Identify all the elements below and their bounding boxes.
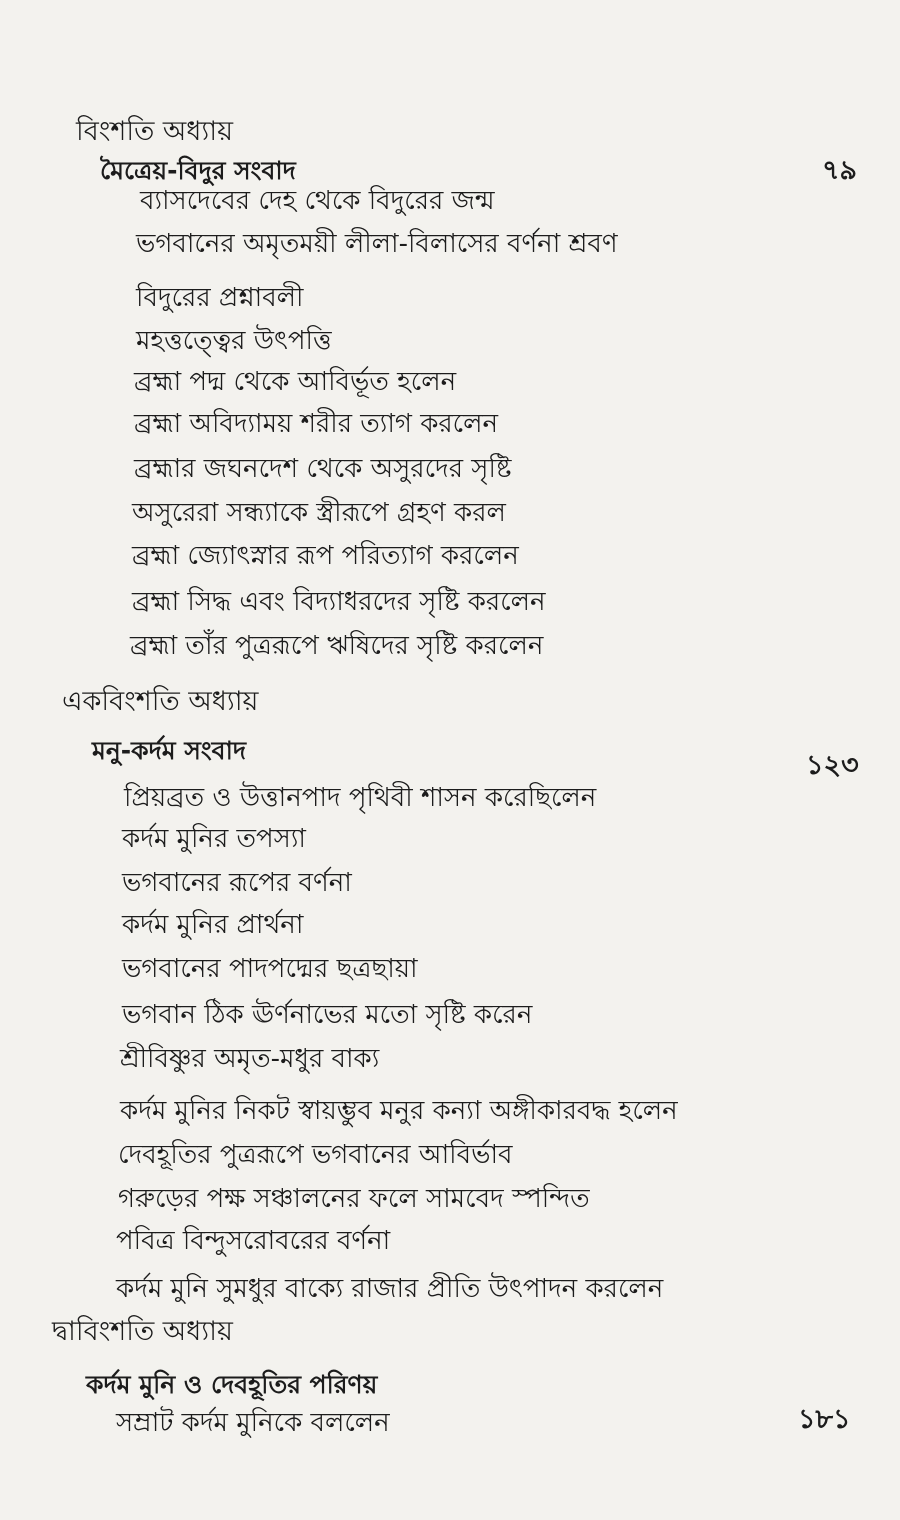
toc-entry: ব্যাসদেবের দেহ থেকে বিদুরের জন্ম	[140, 186, 495, 216]
toc-entry: কর্দম মুনির তপস্যা	[122, 824, 306, 854]
toc-entry: ব্রহ্মা জ্যোৎস্নার রূপ পরিত্যাগ করলেন	[132, 541, 519, 571]
toc-entry: কর্দম মুনির প্রার্থনা	[122, 910, 304, 940]
toc-entry: বিদুরের প্রশ্নাবলী	[136, 283, 304, 313]
toc-entry: ব্রহ্মার জঘনদেশ থেকে অসুরদের সৃষ্টি	[134, 454, 512, 484]
page-number: ১২৩	[806, 750, 859, 781]
section-title: মৈত্রেয়-বিদুর সংবাদ	[100, 156, 296, 185]
toc-entry: ভগবান ঠিক ঊর্ণনাভের মতো সৃষ্টি করেন	[122, 1000, 533, 1030]
toc-entry: প্রিয়ব্রত ও উত্তানপাদ পৃথিবী শাসন করেছিলেন	[124, 783, 597, 813]
toc-entry: ব্রহ্মা পদ্ম থেকে আবির্ভূত হলেন	[134, 367, 457, 397]
toc-entry: গরুড়ের পক্ষ সঞ্চালনের ফলে সামবেদ স্পন্দিত	[118, 1184, 590, 1214]
chapter-heading: বিংশতি অধ্যায়	[76, 116, 233, 147]
toc-entry: দেবহূতির পুত্ররূপে ভগবানের আবির্ভাব	[118, 1140, 513, 1170]
toc-entry: শ্রীবিষ্ণুর অমৃত-মধুর বাক্য	[120, 1044, 380, 1074]
toc-entry: ব্রহ্মা তাঁর পুত্ররূপে ঋষিদের সৃষ্টি করলেন	[130, 631, 544, 661]
toc-entry: ব্রহ্মা সিদ্ধ এবং বিদ্যাধরদের সৃষ্টি করলেন	[132, 587, 546, 617]
toc-entry: ভগবানের পাদপদ্মের ছত্রছায়া	[122, 954, 418, 984]
toc-entry: সম্রাট কর্দম মুনিকে বললেন	[116, 1408, 390, 1438]
toc-entry: কর্দম মুনির নিকট স্বায়ম্ভুব মনুর কন্যা অঙ্গীকারবদ্ধ হলেন	[120, 1096, 678, 1126]
toc-entry: ভগবানের রূপের বর্ণনা	[122, 868, 352, 898]
page-number: ৭৯	[822, 155, 858, 186]
section-title: মনু-কর্দম সংবাদ	[92, 736, 246, 765]
section-title: কর্দম মুনি ও দেবহূতির পরিণয়	[86, 1370, 378, 1399]
chapter-heading: দ্বাবিংশতি অধ্যায়	[52, 1316, 233, 1347]
toc-entry: মহত্তত্ত্বের উৎপত্তি	[136, 326, 332, 356]
chapter-heading: একবিংশতি অধ্যায়	[62, 686, 259, 717]
page-number: ১৮১	[798, 1404, 851, 1435]
toc-entry: ব্রহ্মা অবিদ্যাময় শরীর ত্যাগ করলেন	[134, 409, 499, 439]
toc-entry: অসুরেরা সন্ধ্যাকে স্ত্রীরূপে গ্রহণ করল	[132, 498, 506, 528]
toc-entry: পবিত্র বিন্দুসরোবরের বর্ণনা	[116, 1226, 391, 1256]
toc-entry: ভগবানের অমৃতময়ী লীলা-বিলাসের বর্ণনা শ্রবণ	[136, 229, 618, 259]
toc-entry: কর্দম মুনি সুমধুর বাক্যে রাজার প্রীতি উৎপাদন করলেন	[116, 1274, 664, 1304]
